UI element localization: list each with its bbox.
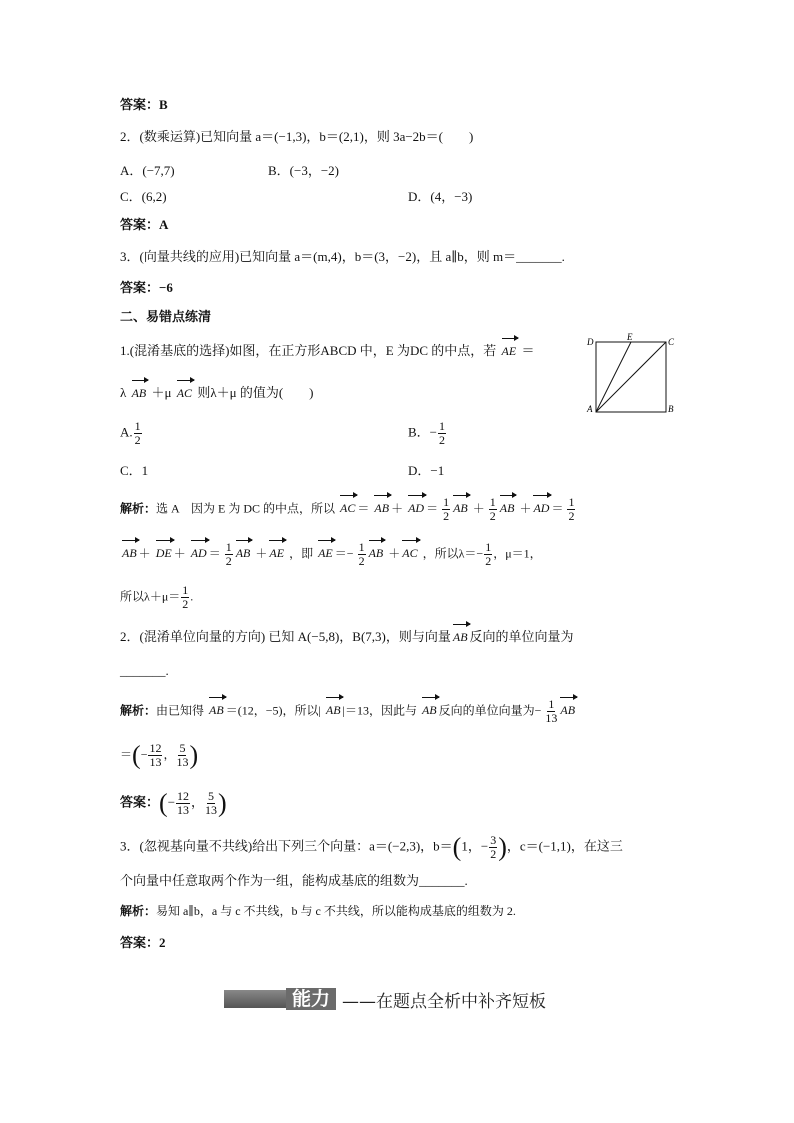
lambda: λ	[120, 385, 127, 400]
e1-option-c: C．1	[120, 463, 149, 478]
e1-solution-line2: AB ＋ DE ＋ AD ＝ $\frac{1}{2}$ AB ＋ AE ，即 AE ＝− $\frac{1}{2}$ AB ＋ AC ，所以λ＝− $\frac{1}{2}$ ，μ＝1，	[122, 540, 542, 568]
label-d: D	[587, 337, 594, 347]
section-heading: 二、易错点练清	[120, 309, 212, 324]
e1-option-b: B．− $\frac{1}{2}$	[408, 419, 446, 447]
vector-ae: AE	[501, 344, 517, 358]
e2-solution-line2: ＝(− $\frac{12}{13}$ ， $\frac{5}{13}$ )	[120, 740, 199, 770]
answer-e3: 答案：2	[120, 935, 166, 950]
q2-option-d: D．(4，−3)	[408, 189, 473, 204]
e1-text: 1.(混淆基底的选择)如图，在正方形ABCD 中，E 为DC 的中点，若	[120, 343, 497, 358]
e1-option-a: A. $\frac{1}{2}$	[120, 419, 141, 447]
error-question-3: 3．(忽视基向量不共线)给出下列三个向量：a＝(−2,3)，b＝(1，− $\frac{3}{2}$ )，c＝(−1,1)，在这三	[120, 832, 623, 862]
vector-ac: AC	[176, 386, 193, 400]
square-figure	[584, 332, 680, 422]
banner-bar	[224, 990, 286, 1008]
e3-solution: 解析：易知 a∥b，a 与 c 不共线，b 与 c 不共线，所以能构成基底的组数为 2.	[120, 904, 516, 918]
answer-3: 答案：−6	[120, 280, 173, 295]
answer-2: 答案：A	[120, 217, 169, 232]
label-b: B	[668, 404, 674, 414]
e1-equals: ＝	[521, 343, 535, 358]
vector-ab: AB	[131, 386, 147, 400]
error-question-2: 2．(混淆单位向量的方向) 已知 A(−5,8)，B(7,3)，则与向量 AB 反向的单位向量为	[120, 629, 574, 644]
error-question-3-cont: 个向量中任意取两个作为一组，能构成基底的组数为_______.	[120, 873, 468, 888]
e1-option-d: D．−1	[408, 463, 445, 478]
e2-answer: 答案：(− $\frac{12}{13}$ ， $\frac{5}{13}$ )	[120, 788, 227, 818]
label-a: A	[587, 404, 593, 414]
answer-1: 答案：B	[120, 97, 168, 112]
q2-option-b: B．(−3，−2)	[268, 163, 339, 178]
label-c: C	[668, 337, 675, 347]
question-2: 2．(数乘运算)已知向量 a＝(−1,3)，b＝(2,1)，则 3a−2b＝( )	[120, 129, 474, 144]
section-banner	[224, 986, 546, 1012]
error-question-1	[120, 342, 534, 360]
banner-tag: 能力	[286, 988, 336, 1010]
vector-ab-2: AB	[452, 630, 468, 644]
banner-text: ——在题点全析中补齐短板	[342, 991, 547, 1012]
e1-solution-line3: 所以λ＋μ＝ $\frac{1}{2}$ .	[120, 583, 194, 611]
q2-option-c: C．(6,2)	[120, 189, 167, 204]
e1-text-2: 则λ＋μ 的值为( )	[197, 385, 314, 400]
e2-blank: _______.	[120, 663, 169, 678]
label-e: E	[627, 332, 633, 342]
e2-solution-line1: 解析：由已知得 AB ＝(12，−5)，所以| AB |＝13，因此与 AB 反向的单位向量为− $\frac{1}{13}$ AB	[120, 697, 576, 725]
q2-option-a: A．(−7,7)	[120, 163, 175, 178]
plus-mu: ＋μ	[151, 385, 172, 400]
e1-solution-line1: 解析：选 A 因为 E 为 DC 的中点，所以 AC ＝ AB ＋ AD ＝ $\frac{1}{2}$ AB ＋ $\frac{1}{2}$ AB ＋ AD ＝ $\frac{1}{2}$	[120, 495, 575, 523]
question-3: 3．(向量共线的应用)已知向量 a＝(m,4)，b＝(3，−2)，且 a∥b，则 m＝_______.	[120, 249, 565, 264]
error-question-1-cont	[120, 384, 314, 402]
